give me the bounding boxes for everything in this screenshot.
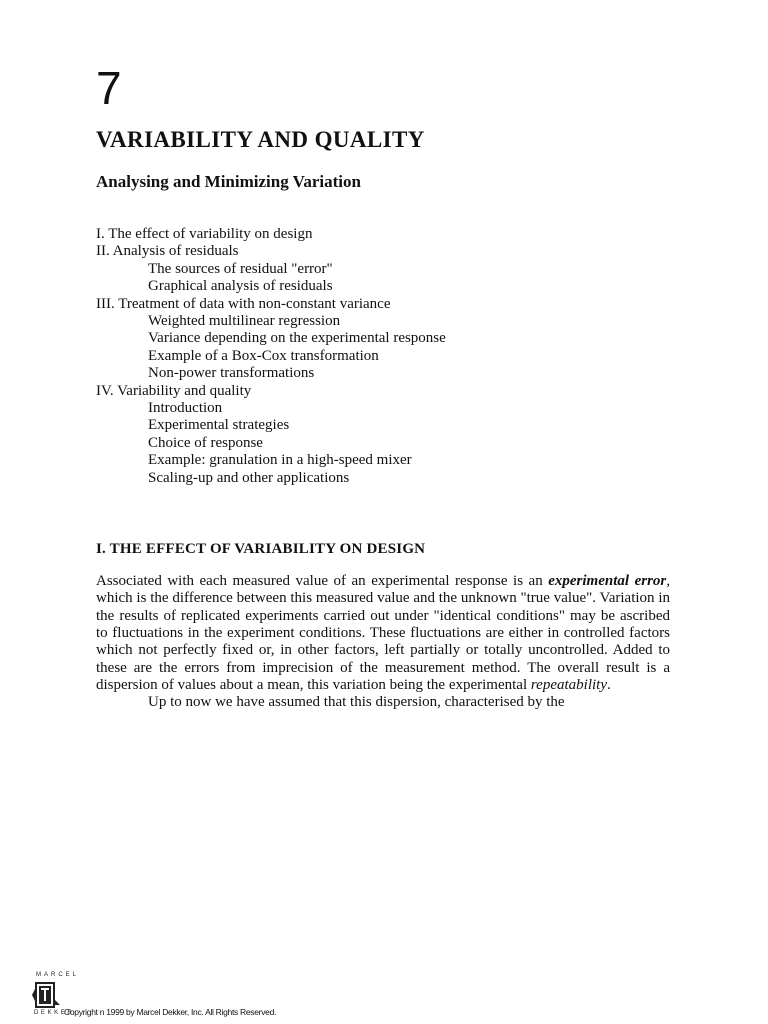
- toc-subitem: Choice of response: [148, 434, 263, 451]
- section-heading: I. THE EFFECT OF VARIABILITY ON DESIGN: [96, 541, 426, 557]
- toc-item: I. The effect of variability on design: [96, 226, 313, 242]
- toc-subitem: Scaling-up and other applications: [148, 469, 350, 486]
- emphasis-term: repeatability: [530, 677, 607, 694]
- chapter-contents-list: [96, 226, 696, 487]
- publisher-logo-icon: [30, 979, 62, 1011]
- publisher-logo-text: MARCEL: [36, 972, 80, 978]
- toc-item: II. Analysis of residuals: [96, 243, 239, 260]
- body-text-run: .: [606, 677, 611, 694]
- body-paragraph: [96, 573, 670, 694]
- toc-subitem: The sources of residual "error": [148, 260, 333, 277]
- section-body: [96, 573, 670, 712]
- toc-subitem: Weighted multilinear regression: [148, 313, 341, 330]
- toc-subitem: Experimental strategies: [148, 417, 290, 434]
- copyright-notice: Copyright n 1999 by Marcel Dekker, Inc. All Rights Reserved.: [64, 1007, 277, 1017]
- chapter-number: 7: [96, 62, 122, 114]
- page-footer: [30, 972, 430, 1020]
- toc-item: III. Treatment of data with non-constant variance: [96, 295, 391, 312]
- toc-item: IV. Variability and quality: [96, 382, 252, 399]
- body-text-run: Associated with each measured value of an experimental response is an: [96, 573, 549, 589]
- toc-subitem: Example: granulation in a high-speed mixer: [148, 452, 412, 469]
- chapter-title: VARIABILITY AND QUALITY: [96, 127, 425, 152]
- body-paragraph: Up to now we have assumed that this dispersion, characterised by the: [148, 694, 565, 711]
- emphasis-term: experimental error: [548, 573, 667, 589]
- chapter-subtitle: Analysing and Minimizing Variation: [96, 172, 361, 191]
- toc-subitem: Example of a Box-Cox transformation: [148, 347, 379, 364]
- toc-subitem: Introduction: [148, 400, 223, 417]
- toc-subitem: Graphical analysis of residuals: [148, 278, 333, 295]
- publisher-logo-text: DEKKER: [34, 1010, 75, 1016]
- toc-subitem: Variance depending on the experimental response: [148, 330, 446, 347]
- body-text-run: , which is the difference between this measured value and the unknown "true value". Variation in the results of replicated experiments carried out under "identical conditions" may be ascribed to fluctuations in the experiment conditions. These fluctuations are either in controlled factors which not perfectly fixed or, in other factors, left partially or totally uncontrolled. Added to these are the errors from imprecision of the measurement method. The overall result is a dispersion of values about a mean, this variation being the experimental: [96, 573, 670, 694]
- toc-subitem: Non-power transformations: [148, 365, 315, 382]
